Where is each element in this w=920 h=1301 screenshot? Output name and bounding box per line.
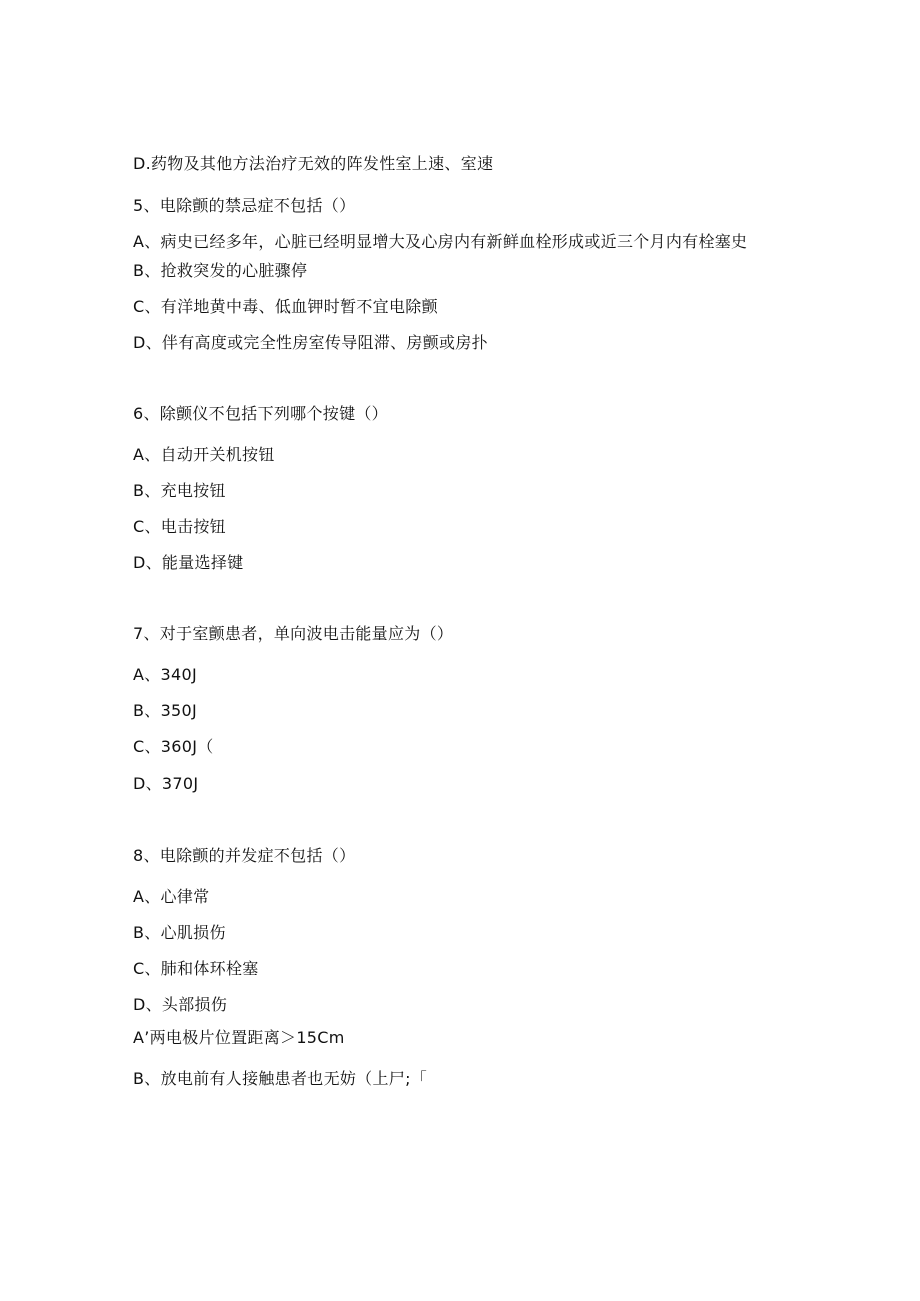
q5-option-c: C、有洋地黄中毒、低血钾时暂不宜电除颤 (133, 297, 438, 316)
question-5: 5、电除颤的禁忌症不包括（） (133, 196, 356, 215)
q6-option-d: D、能量选择键 (133, 553, 244, 572)
q8-option-c: C、肺和体环栓塞 (133, 959, 259, 978)
q8-option-b: B、心肌损伤 (133, 923, 226, 942)
q9-option-a: A’两电极片位置距离＞15Cm (133, 1028, 345, 1047)
q8-option-a: A、心律常 (133, 887, 210, 906)
q7-option-b: B、350J (133, 701, 198, 720)
q8-option-d: D、头部损伤 (133, 995, 228, 1014)
q9-option-b: B、放电前有人接触患者也无妨（上尸;「 (133, 1069, 428, 1088)
q5-option-b: B、抢救突发的心脏骤停 (133, 261, 308, 280)
question-7: 7、对于室颤患者，单向波电击能量应为（） (133, 624, 454, 643)
q6-option-a: A、自动开关机按钮 (133, 445, 275, 464)
question-6: 6、除颤仪不包括下列哪个按键（） (133, 404, 388, 423)
q5-option-d: D、伴有高度或完全性房室传导阻滞、房颤或房扑 (133, 333, 488, 352)
q5-option-a: A、病史已经多年，心脏已经明显增大及心房内有新鲜血栓形成或近三个月内有栓塞史 (133, 232, 748, 251)
q4-option-d: D.药物及其他方法治疗无效的阵发性室上速、室速 (133, 154, 494, 173)
q7-option-a: A、340J (133, 665, 198, 684)
q7-option-c: C、360J（ (133, 737, 214, 756)
q6-option-b: B、充电按钮 (133, 481, 226, 500)
q6-option-c: C、电击按钮 (133, 517, 226, 536)
question-8: 8、电除颤的并发症不包括（） (133, 846, 356, 865)
q7-option-d: D、370J (133, 774, 199, 793)
